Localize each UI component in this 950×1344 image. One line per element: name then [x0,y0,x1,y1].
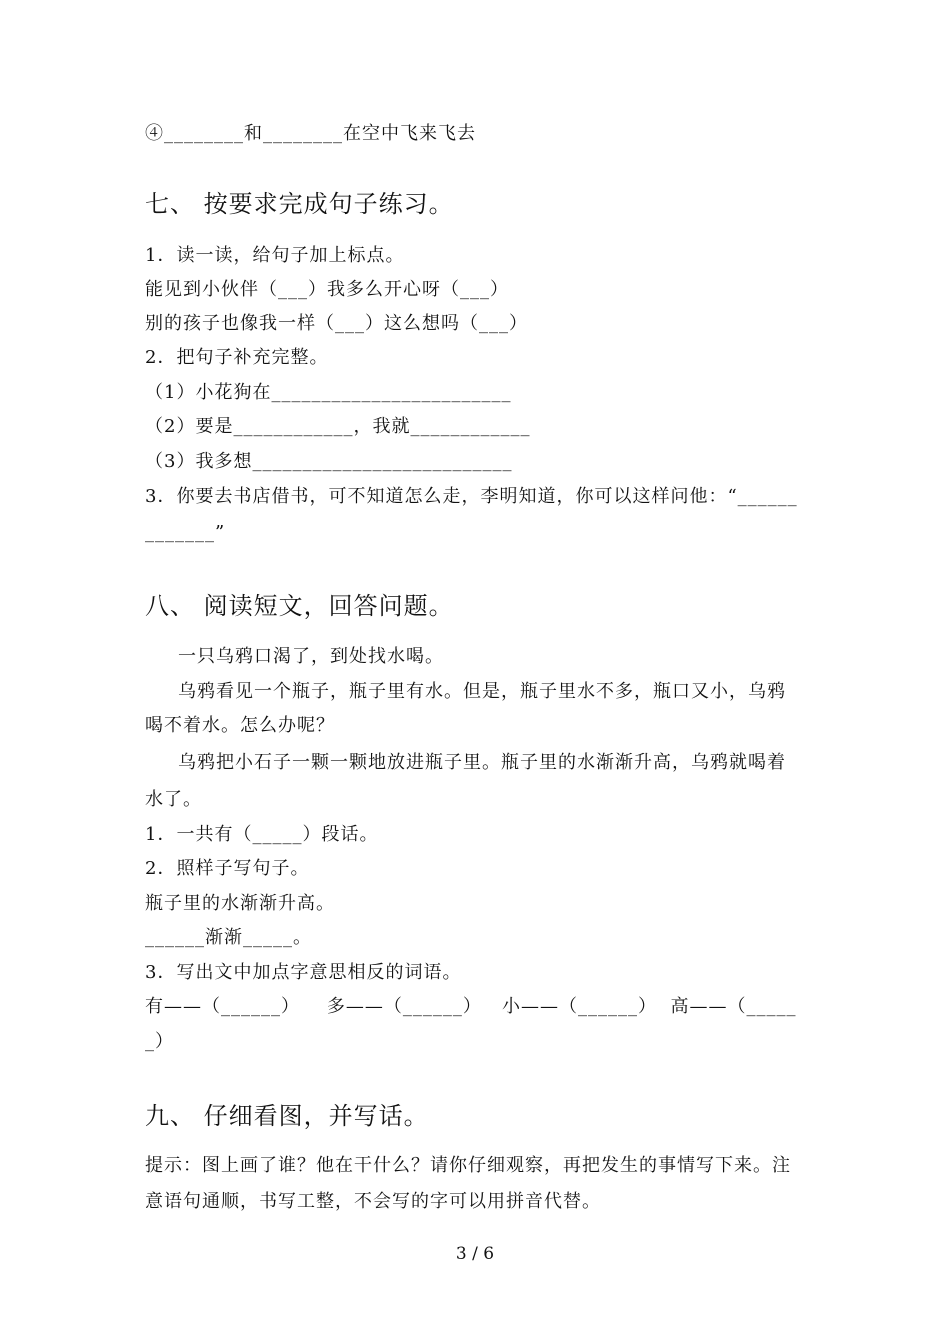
antonym-row: 有——（______） 多——（______） 小——（______） 高——（_____ [145,996,797,1017]
fill-sentence: ______渐渐_____。 [145,927,312,948]
section-8-heading: 八、 阅读短文，回答问题。 [145,592,454,620]
line-item-4: ④________和________在空中飞来飞去 [145,123,476,144]
question-7-3-cont: _______” [145,522,226,543]
sentence-7-1b: 别的孩子也像我一样（___）这么想吗（___） [145,313,528,334]
hint-line-2: 意语句通顺，书写工整，不会写的字可以用拼音代替。 [145,1191,601,1212]
passage-para-2: 乌鸦看见一个瓶子，瓶子里有水。但是，瓶子里水不多，瓶口又小，乌鸦 [178,681,786,702]
question-8-2: 2．照样子写句子。 [145,858,310,879]
sentence-7-2-1: （1）小花狗在________________________ [145,382,512,403]
passage-para-1: 一只乌鸦口渴了，到处找水喝。 [178,646,444,667]
sentence-7-2-3: （3）我多想__________________________ [145,451,513,472]
example-sentence: 瓶子里的水渐渐升高。 [145,893,335,914]
antonym-row-cont: _） [145,1031,174,1052]
question-7-2: 2．把句子补充完整。 [145,347,329,368]
passage-para-3: 乌鸦把小石子一颗一颗地放进瓶子里。瓶子里的水渐渐升高，乌鸦就喝着 [178,752,786,773]
passage-para-2-cont: 喝不着水。怎么办呢？ [145,715,335,736]
sentence-7-2-2: （2）要是____________，我就____________ [145,416,531,437]
page-number: 3 / 6 [455,1244,495,1264]
question-7-1: 1．读一读，给句子加上标点。 [145,245,405,266]
question-7-3: 3．你要去书店借书，可不知道怎么走，李明知道，你可以这样问他：“______ [145,486,798,507]
passage-para-3-cont: 水了。 [145,789,202,810]
section-7-heading: 七、 按要求完成句子练习。 [145,190,454,218]
hint-line-1: 提示：图上画了谁？他在干什么？请你仔细观察，再把发生的事情写下来。注 [145,1155,791,1176]
question-8-1: 1．一共有（_____）段话。 [145,824,379,845]
question-8-3: 3．写出文中加点字意思相反的词语。 [145,962,462,983]
sentence-7-1a: 能见到小伙伴（___）我多么开心呀（___） [145,279,509,300]
section-9-heading: 九、 仔细看图，并写话。 [145,1102,429,1130]
